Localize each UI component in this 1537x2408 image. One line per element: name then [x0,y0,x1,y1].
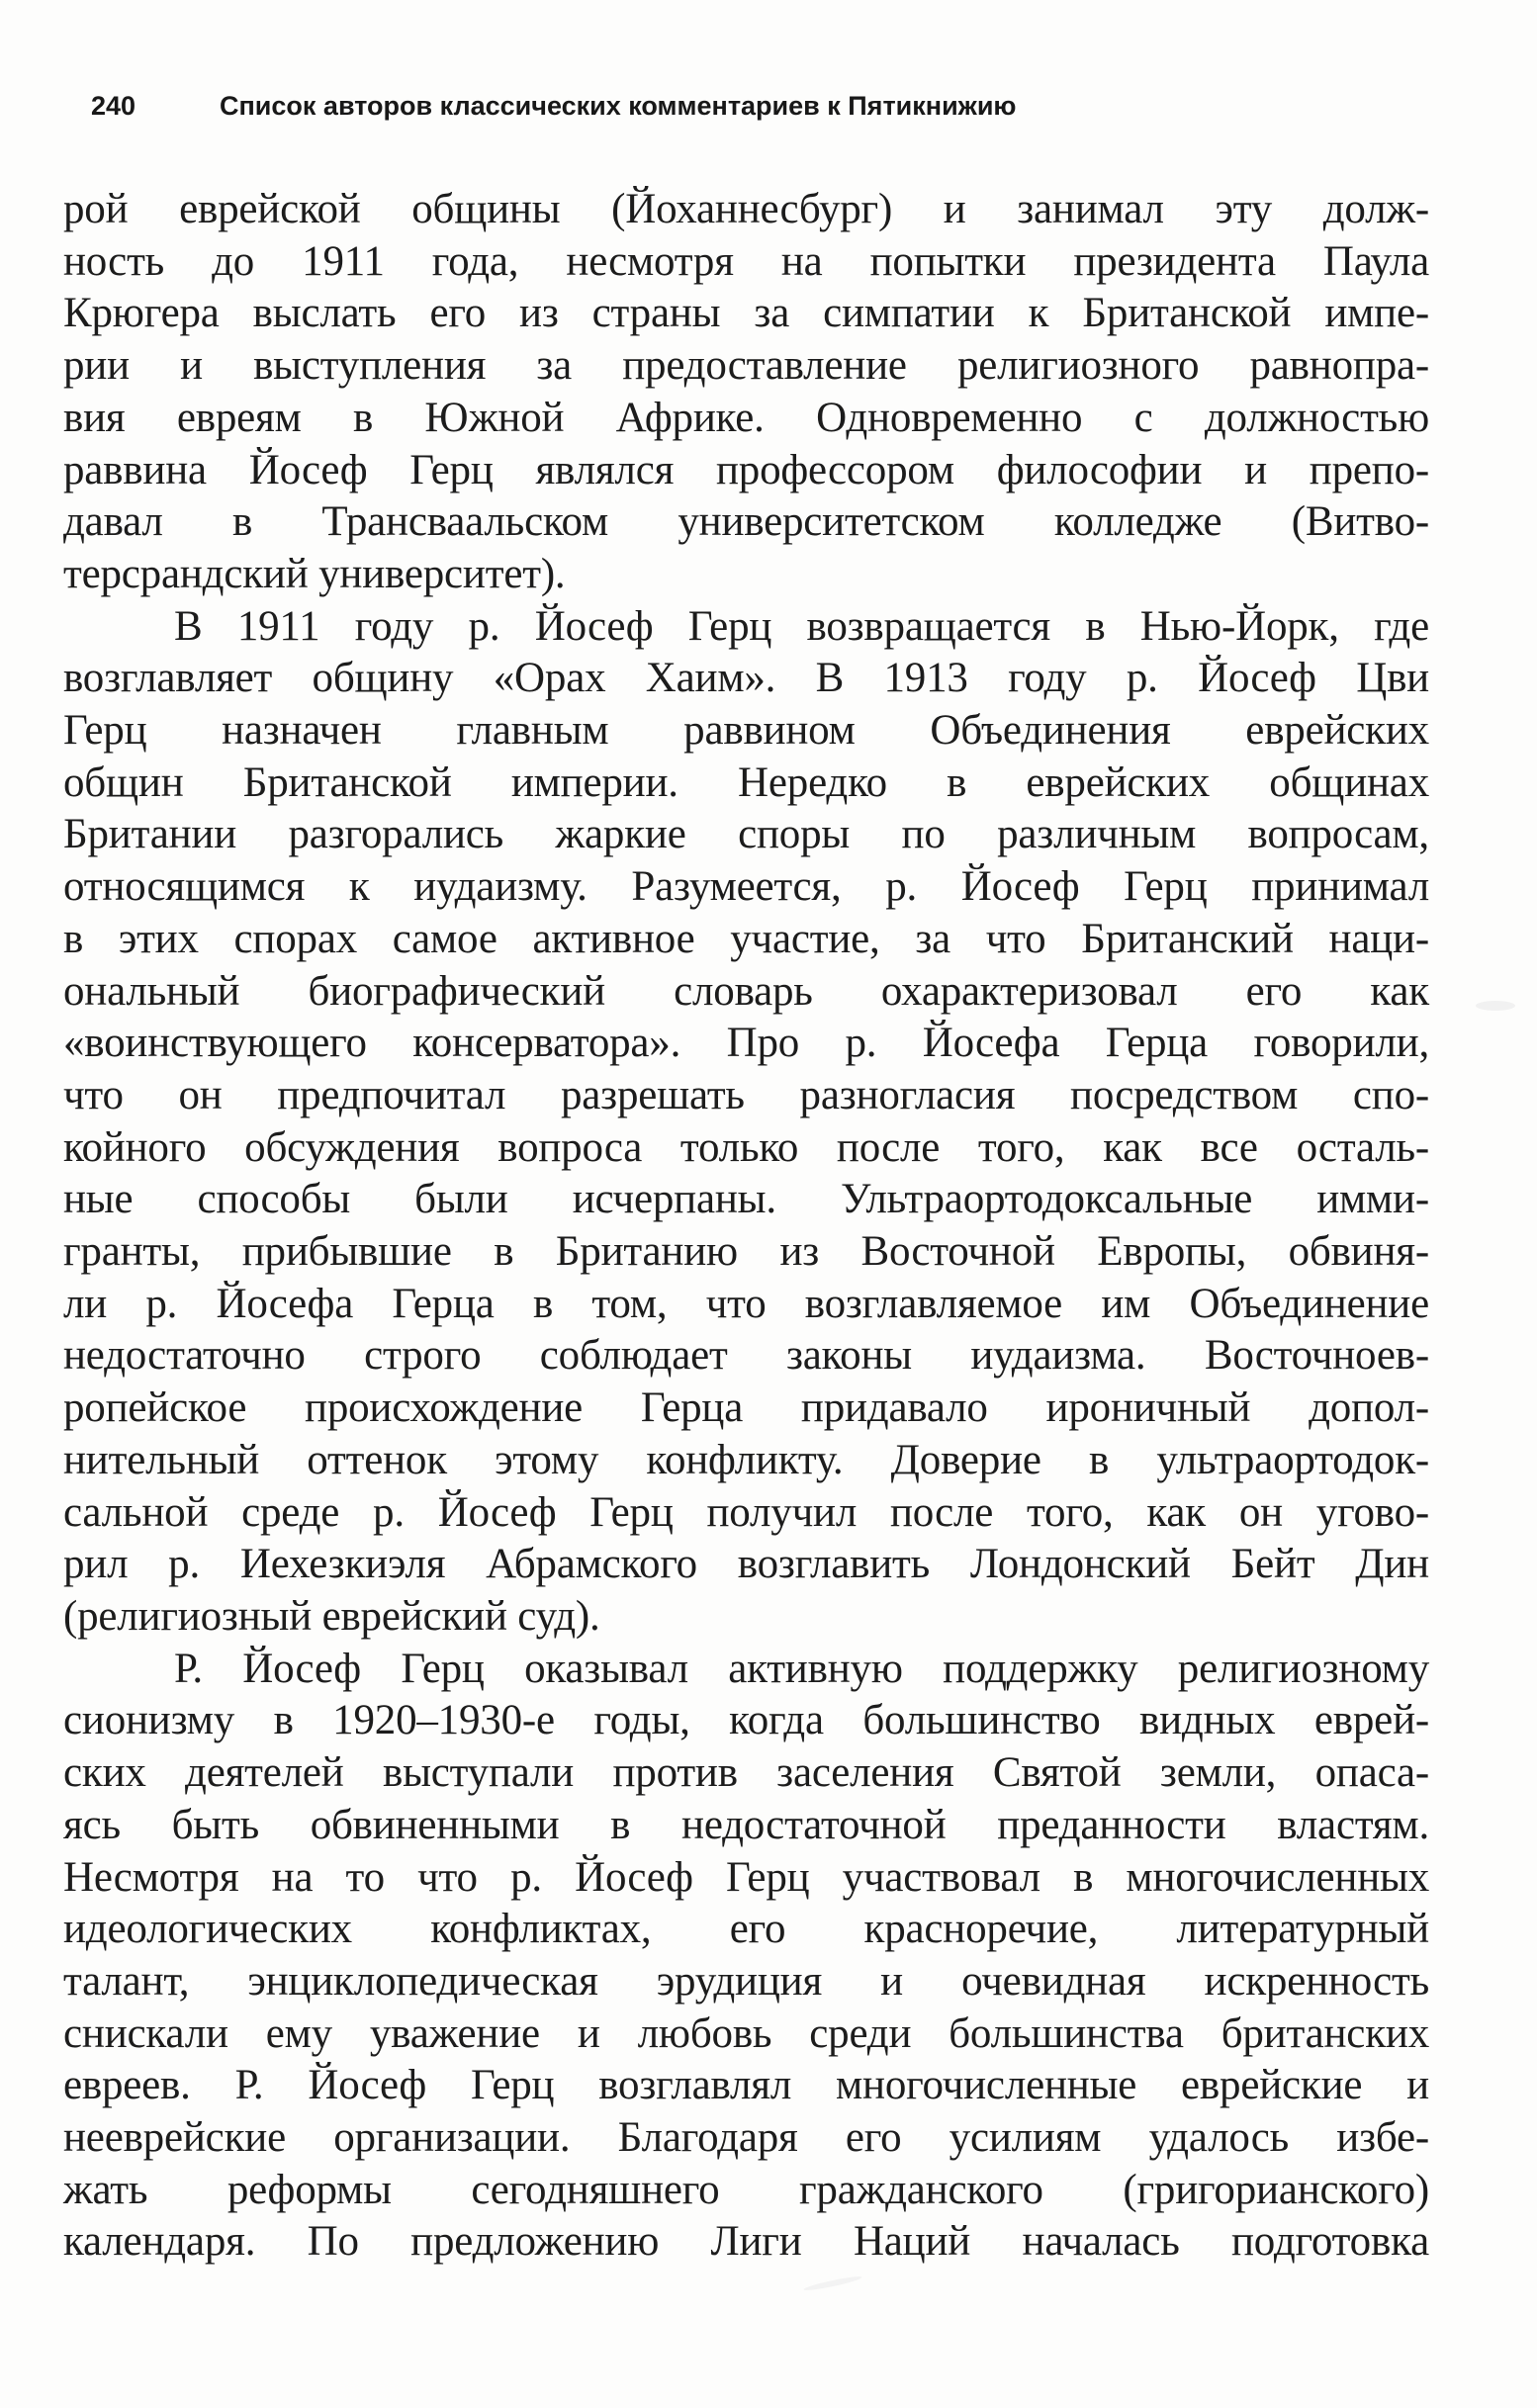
text-line: ность до 1911 года, несмотря на попытки президента Паула [63,237,1429,285]
text-line: рил р. Иехезкиэля Абрамского возглавить Лондонский Бейт Дин [63,1541,1429,1588]
text-line: гранты, прибывшие в Британию из Восточной Европы, обвиня- [63,1228,1429,1276]
text-line: нительный оттенок этому конфликту. Доверие в ультраортодок- [63,1436,1429,1483]
text-line: Несмотря на то что р. Йосеф Герц участвовал в многочисленных [63,1853,1429,1901]
text-line: нееврейские организации. Благодаря его усилиям удалось избе- [63,2114,1429,2162]
text-line: Герц назначен главным раввином Объединения еврейских [63,707,1429,755]
text-line: «воинствующего консерватора». Про р. Йосефа Герца говорили, [63,1020,1429,1067]
paragraph-3 [63,1644,1429,2269]
scan-smudge [803,2274,862,2292]
text-line: общин Британской империи. Нередко в еврейских общинах [63,758,1429,806]
text-line: что он предпочитал разрешать разногласия посредством спо- [63,1071,1429,1118]
text-line: Р. Йосеф Герц оказывал активную поддержку религиозному [174,1645,1429,1692]
body-text [63,184,1429,2269]
paragraph-2 [63,601,1429,1644]
text-line: ональный биографический словарь охарактеризовал его как [63,967,1429,1015]
text-line: раввина Йосеф Герц являлся профессором философии и препо- [63,446,1429,493]
text-line: рии и выступления за предоставление религиозного равнопра- [63,342,1429,390]
text-line: рой еврейской общины (Йоханнесбург) и занимал эту долж- [63,186,1429,232]
text-line: (религиозный еврейский суд). [63,1592,600,1640]
text-line: идеологических конфликтах, его красноречие, литературный [63,1906,1429,1953]
text-line: относящимся к иудаизму. Разумеется, р. Йосеф Герц принимал [63,863,1429,911]
text-line: евреев. Р. Йосеф Герц возглавлял многочисленные еврейские и [63,2062,1429,2109]
text-line: ясь быть обвиненными в недостаточной преданности властям. [63,1801,1429,1848]
text-line: койного обсуждения вопроса только после того, как все осталь- [63,1123,1429,1171]
text-line: возглавляет общину «Орах Хаим». В 1913 году р. Йосеф Цви [63,655,1429,702]
text-line: давал в Трансваальском университетском колледже (Витво- [63,498,1429,546]
page-number: 240 [91,91,136,121]
page-header [91,91,1464,131]
text-line: недостаточно строго соблюдает законы иудаизма. Восточноев- [63,1332,1429,1380]
text-line: ные способы были исчерпаны. Ультраортодоксальные имми- [63,1176,1429,1223]
text-line: Британии разгорались жаркие споры по различным вопросам, [63,811,1429,858]
text-line: Крюгера выслать его из страны за симпатии к Британской импе- [63,290,1429,337]
text-line: ли р. Йосефа Герца в том, что возглавляемое им Объединение [63,1280,1429,1327]
text-line: ропейское происхождение Герца придавало ироничный допол- [63,1384,1429,1432]
paragraph-1 [63,184,1429,601]
text-line: талант, энциклопедическая эрудиция и очевидная искренность [63,1957,1429,2005]
running-title: Список авторов классических комментариев к Пятикнижию [220,91,1017,121]
text-line: вия евреям в Южной Африке. Одновременно с должностью [63,394,1429,441]
text-line: жать реформы сегодняшнего гражданского (григорианского) [63,2166,1429,2213]
text-line: сионизму в 1920–1930-е годы, когда большинство видных еврей- [63,1697,1429,1744]
text-line: календаря. По предложению Лиги Наций началась подготовка [63,2218,1429,2266]
text-line: ских деятелей выступали против заселения Святой земли, опаса- [63,1749,1429,1797]
text-line: В 1911 году р. Йосеф Герц возвращается в Нью-Йорк, где [174,602,1429,650]
scan-smudge [1476,1001,1515,1011]
text-line: в этих спорах самое активное участие, за что Британский наци- [63,915,1429,962]
text-line: сальной среде р. Йосеф Герц получил после того, как он угово- [63,1488,1429,1536]
text-line: снискали ему уважение и любовь среди большинства британских [63,2009,1429,2057]
text-line: терсрандский университет). [63,550,566,597]
